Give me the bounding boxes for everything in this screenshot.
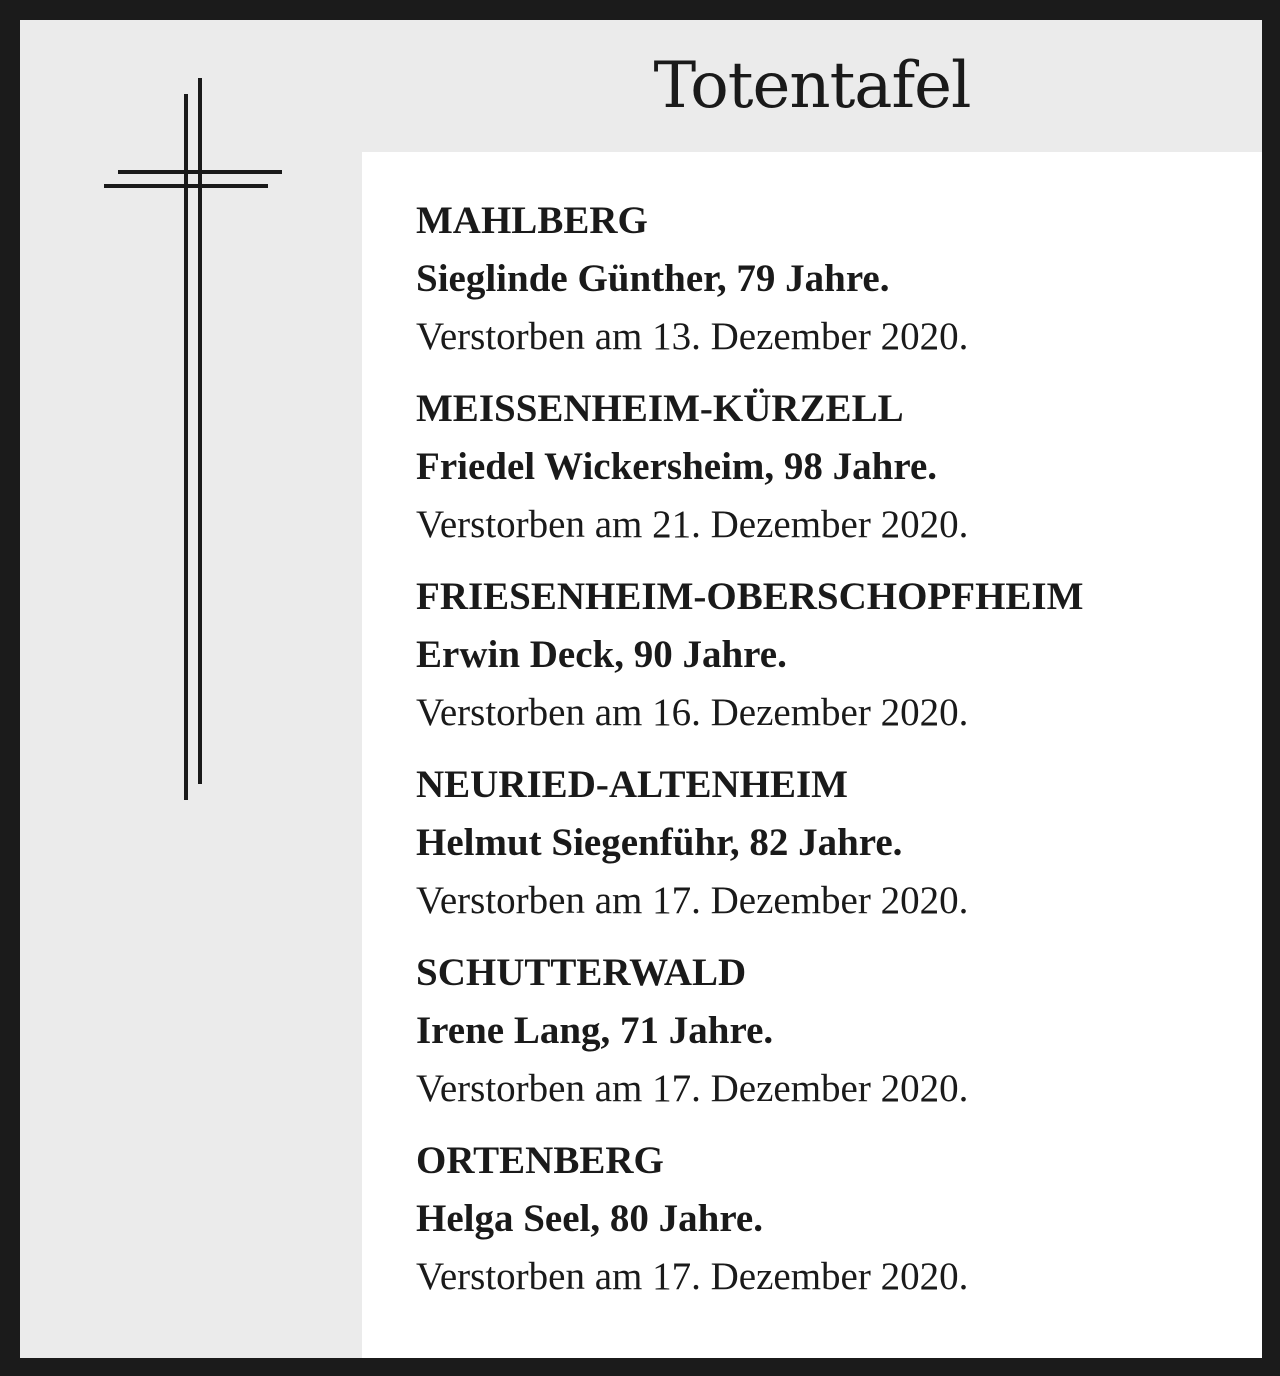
list-item	[416, 568, 1262, 742]
entry-person: Helga Seel, 80 Jahre.	[416, 1197, 763, 1240]
page-title: Totentafel	[653, 49, 971, 123]
entry-person: Friedel Wickersheim, 98 Jahre.	[416, 445, 938, 488]
entry-date: Verstorben am 17. Dezember 2020.	[416, 879, 969, 922]
entry-person: Irene Lang, 71 Jahre.	[416, 1009, 774, 1052]
cross-icon	[104, 78, 284, 800]
entry-person: Erwin Deck, 90 Jahre.	[416, 633, 787, 676]
entry-date: Verstorben am 16. Dezember 2020.	[416, 691, 969, 734]
entry-place: SCHUTTERWALD	[416, 951, 747, 994]
entry-date: Verstorben am 17. Dezember 2020.	[416, 1067, 969, 1110]
entry-place: MEISSENHEIM-KÜRZELL	[416, 387, 904, 430]
list-item	[416, 1132, 1262, 1306]
entry-date: Verstorben am 17. Dezember 2020.	[416, 1255, 969, 1298]
entry-date: Verstorben am 13. Dezember 2020.	[416, 315, 969, 358]
entry-place: ORTENBERG	[416, 1139, 664, 1182]
entry-place: NEURIED-ALTENHEIM	[416, 763, 848, 806]
entry-place: MAHLBERG	[416, 199, 648, 242]
entry-person: Helmut Siegenführ, 82 Jahre.	[416, 821, 903, 864]
list-item	[416, 192, 1262, 366]
list-item	[416, 380, 1262, 554]
obituary-list	[362, 152, 1262, 1358]
entry-place: FRIESENHEIM-OBERSCHOPFHEIM	[416, 575, 1084, 618]
entry-date: Verstorben am 21. Dezember 2020.	[416, 503, 969, 546]
obituary-board	[20, 20, 1262, 1358]
list-item	[416, 756, 1262, 930]
entry-person: Sieglinde Günther, 79 Jahre.	[416, 257, 890, 300]
list-item	[416, 944, 1262, 1118]
